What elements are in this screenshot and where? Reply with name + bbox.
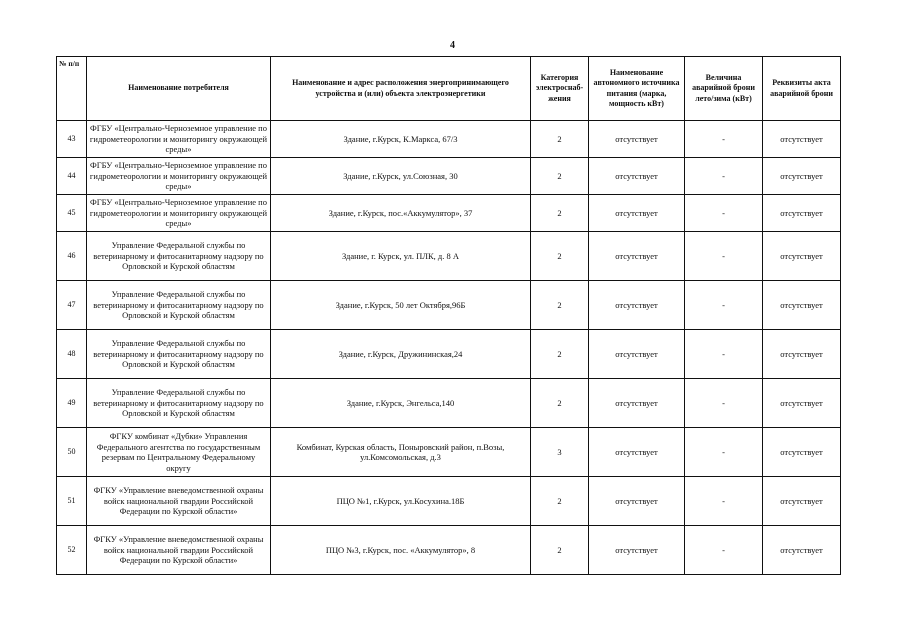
cell-address: Здание, г.Курск, Энгельса,140 [271, 379, 531, 428]
cell-address: Здание, г.Курск, ул.Союзная, 30 [271, 158, 531, 195]
consumer-table [56, 56, 841, 575]
header-consumer: Наименование потребителя [87, 57, 271, 121]
cell-reserve: - [685, 195, 763, 232]
cell-category: 2 [531, 526, 589, 575]
cell-act: отсутствует [763, 477, 841, 526]
cell-num: 49 [57, 379, 87, 428]
cell-num: 44 [57, 158, 87, 195]
cell-source: отсутствует [589, 232, 685, 281]
header-reserve: Величина аварийной брони лето/зима (кВт) [685, 57, 763, 121]
cell-address: Здание, г.Курск, пос.«Аккумулятор», 37 [271, 195, 531, 232]
table-row [57, 477, 841, 526]
header-address: Наименование и адрес расположения энергопринимающего устройства и (или) объекта электроэнергетики [271, 57, 531, 121]
cell-consumer: ФГБУ «Центрально-Черноземное управление по гидрометеорологии и мониторингу окружающей среды» [87, 158, 271, 195]
cell-consumer: ФГБУ «Центрально-Черноземное управление по гидрометеорологии и мониторингу окружающей среды» [87, 121, 271, 158]
cell-category: 2 [531, 281, 589, 330]
cell-reserve: - [685, 428, 763, 477]
table-row [57, 330, 841, 379]
cell-source: отсутствует [589, 379, 685, 428]
cell-num: 46 [57, 232, 87, 281]
cell-category: 2 [531, 232, 589, 281]
header-source: Наименование автономного источника питания (марка, мощность кВт) [589, 57, 685, 121]
cell-address: Здание, г.Курск, 50 лет Октября,96Б [271, 281, 531, 330]
cell-source: отсутствует [589, 428, 685, 477]
cell-num: 45 [57, 195, 87, 232]
cell-reserve: - [685, 158, 763, 195]
cell-num: 47 [57, 281, 87, 330]
cell-source: отсутствует [589, 281, 685, 330]
cell-address: Здание, г.Курск, К.Маркса, 67/3 [271, 121, 531, 158]
cell-source: отсутствует [589, 330, 685, 379]
header-category: Категория электроснаб-жения [531, 57, 589, 121]
cell-consumer: ФГБУ «Центрально-Черноземное управление по гидрометеорологии и мониторингу окружающей среды» [87, 195, 271, 232]
cell-reserve: - [685, 477, 763, 526]
table-header-row [57, 57, 841, 121]
cell-reserve: - [685, 281, 763, 330]
cell-address: Здание, г. Курск, ул. ПЛК, д. 8 А [271, 232, 531, 281]
cell-num: 51 [57, 477, 87, 526]
cell-num: 48 [57, 330, 87, 379]
cell-reserve: - [685, 526, 763, 575]
cell-act: отсутствует [763, 526, 841, 575]
table-row [57, 379, 841, 428]
cell-consumer: ФГКУ «Управление вневедомственной охраны войск национальной гвардии Российской Федерации по Курской области» [87, 526, 271, 575]
cell-act: отсутствует [763, 195, 841, 232]
cell-category: 3 [531, 428, 589, 477]
cell-consumer: ФГКУ комбинат «Дубки» Управления Федерального агентства по государственным резервам по Центральному Федеральному округу [87, 428, 271, 477]
cell-reserve: - [685, 379, 763, 428]
cell-consumer: ФГКУ «Управление вневедомственной охраны войск национальной гвардии Российской Федерации по Курской области» [87, 477, 271, 526]
cell-consumer: Управление Федеральной службы по ветеринарному и фитосанитарному надзору по Орловской и Курской областям [87, 281, 271, 330]
table-row [57, 195, 841, 232]
cell-num: 50 [57, 428, 87, 477]
cell-reserve: - [685, 121, 763, 158]
cell-address: ПЦО №3, г.Курск, пос. «Аккумулятор», 8 [271, 526, 531, 575]
cell-act: отсутствует [763, 158, 841, 195]
cell-act: отсутствует [763, 281, 841, 330]
cell-source: отсутствует [589, 195, 685, 232]
cell-consumer: Управление Федеральной службы по ветеринарному и фитосанитарному надзору по Орловской и Курской областям [87, 232, 271, 281]
cell-reserve: - [685, 232, 763, 281]
table-row [57, 158, 841, 195]
cell-num: 52 [57, 526, 87, 575]
cell-category: 2 [531, 158, 589, 195]
cell-category: 2 [531, 477, 589, 526]
cell-act: отсутствует [763, 428, 841, 477]
cell-consumer: Управление Федеральной службы по ветеринарному и фитосанитарному надзору по Орловской и Курской областям [87, 379, 271, 428]
cell-reserve: - [685, 330, 763, 379]
cell-act: отсутствует [763, 330, 841, 379]
header-act: Реквизиты акта аварийной брони [763, 57, 841, 121]
cell-source: отсутствует [589, 158, 685, 195]
header-num: № п/п [57, 57, 87, 121]
table-row [57, 121, 841, 158]
cell-category: 2 [531, 121, 589, 158]
table-row [57, 232, 841, 281]
cell-source: отсутствует [589, 121, 685, 158]
table-row [57, 526, 841, 575]
cell-act: отсутствует [763, 232, 841, 281]
cell-num: 43 [57, 121, 87, 158]
cell-address: ПЦО №1, г.Курск, ул.Косухина.18Б [271, 477, 531, 526]
cell-category: 2 [531, 195, 589, 232]
cell-category: 2 [531, 330, 589, 379]
cell-source: отсутствует [589, 477, 685, 526]
cell-address: Комбинат, Курская область, Поныровский район, п.Возы, ул.Комсомольская, д.3 [271, 428, 531, 477]
cell-address: Здание, г.Курск, Дружининская,24 [271, 330, 531, 379]
page-number: 4 [450, 40, 455, 51]
cell-consumer: Управление Федеральной службы по ветеринарному и фитосанитарному надзору по Орловской и Курской областям [87, 330, 271, 379]
cell-source: отсутствует [589, 526, 685, 575]
table-row [57, 281, 841, 330]
cell-act: отсутствует [763, 121, 841, 158]
table-row [57, 428, 841, 477]
cell-category: 2 [531, 379, 589, 428]
cell-act: отсутствует [763, 379, 841, 428]
